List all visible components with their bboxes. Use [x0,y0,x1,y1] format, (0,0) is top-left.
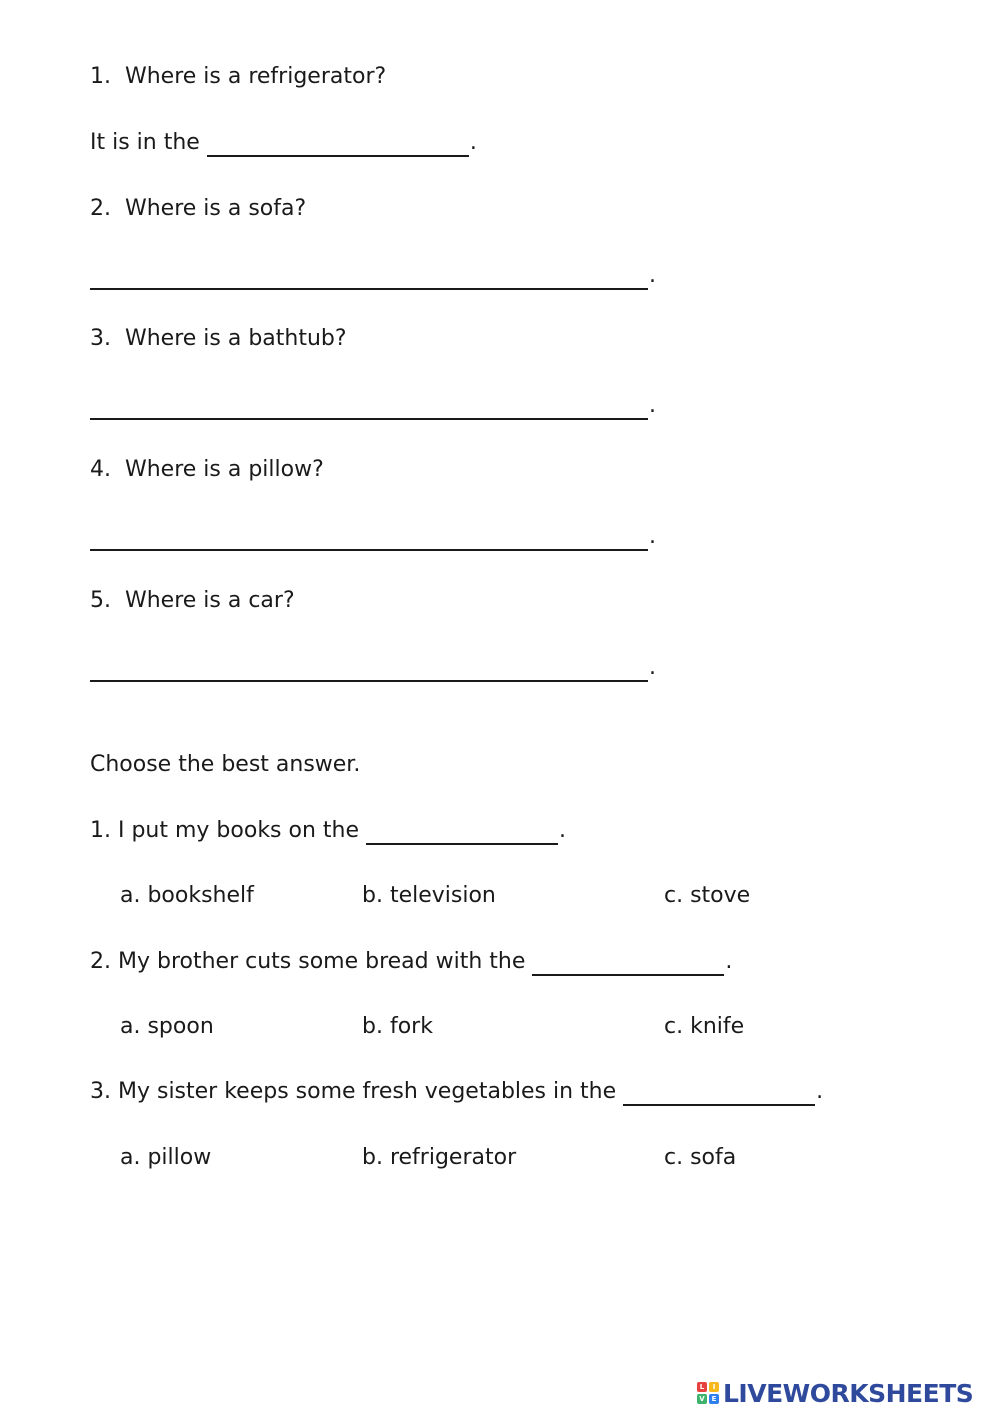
question-2: 2. Where is a sofa? [90,196,307,221]
mc-question-3 [90,1081,823,1106]
mc-answer-input-1[interactable] [366,823,558,845]
answer-input-5[interactable] [90,660,648,682]
logo-letter-i: I [709,1382,719,1392]
question-3: 3. Where is a bathtub? [90,326,347,351]
question-5: 5. Where is a car? [90,588,295,613]
period: . [559,818,567,843]
mc-question-text: 2. My brother cuts some bread with the [90,949,533,974]
period: . [816,1079,824,1104]
mc-question-text: 3. My sister keeps some fresh vegetables in the [90,1079,624,1104]
mc-answer-input-2[interactable] [532,954,724,976]
option-1b[interactable]: b. television [362,883,496,908]
option-1a[interactable]: a. bookshelf [120,883,254,908]
question-1: 1. Where is a refrigerator? [90,64,387,89]
option-2a[interactable]: a. spoon [120,1014,214,1039]
option-3b[interactable]: b. refrigerator [362,1145,517,1170]
mc-question-text: 1. I put my books on the [90,818,367,843]
period: . [649,263,656,288]
period: . [649,655,656,680]
period: . [725,949,733,974]
answer-line-5 [90,657,656,682]
option-3a[interactable]: a. pillow [120,1145,212,1170]
logo-letter-v: V [697,1394,707,1404]
period: . [469,130,477,155]
answer-input-2[interactable] [90,268,648,290]
answer-line-4 [90,526,656,551]
answer-input-1[interactable] [207,135,469,157]
instruction: Choose the best answer. [90,752,361,777]
answer-prefix: It is in the [90,130,207,155]
mc-question-2 [90,951,732,976]
question-4: 4. Where is a pillow? [90,457,324,482]
option-1c[interactable]: c. stove [664,883,751,908]
logo-letter-e: E [709,1394,719,1404]
answer-input-3[interactable] [90,398,648,420]
liveworksheets-logo [697,1378,973,1408]
answer-input-4[interactable] [90,529,648,551]
option-2b[interactable]: b. fork [362,1014,433,1039]
answer-line-1 [90,132,477,157]
answer-line-2 [90,265,656,290]
logo-icon [697,1382,719,1404]
option-2c[interactable]: c. knife [664,1014,745,1039]
answer-line-3 [90,395,656,420]
mc-question-1 [90,820,566,845]
period: . [649,393,656,418]
period: . [649,524,656,549]
logo-text: LIVEWORKSHEETS [723,1378,974,1408]
mc-answer-input-3[interactable] [623,1084,815,1106]
option-3c[interactable]: c. sofa [664,1145,737,1170]
logo-letter-l: L [697,1382,707,1392]
